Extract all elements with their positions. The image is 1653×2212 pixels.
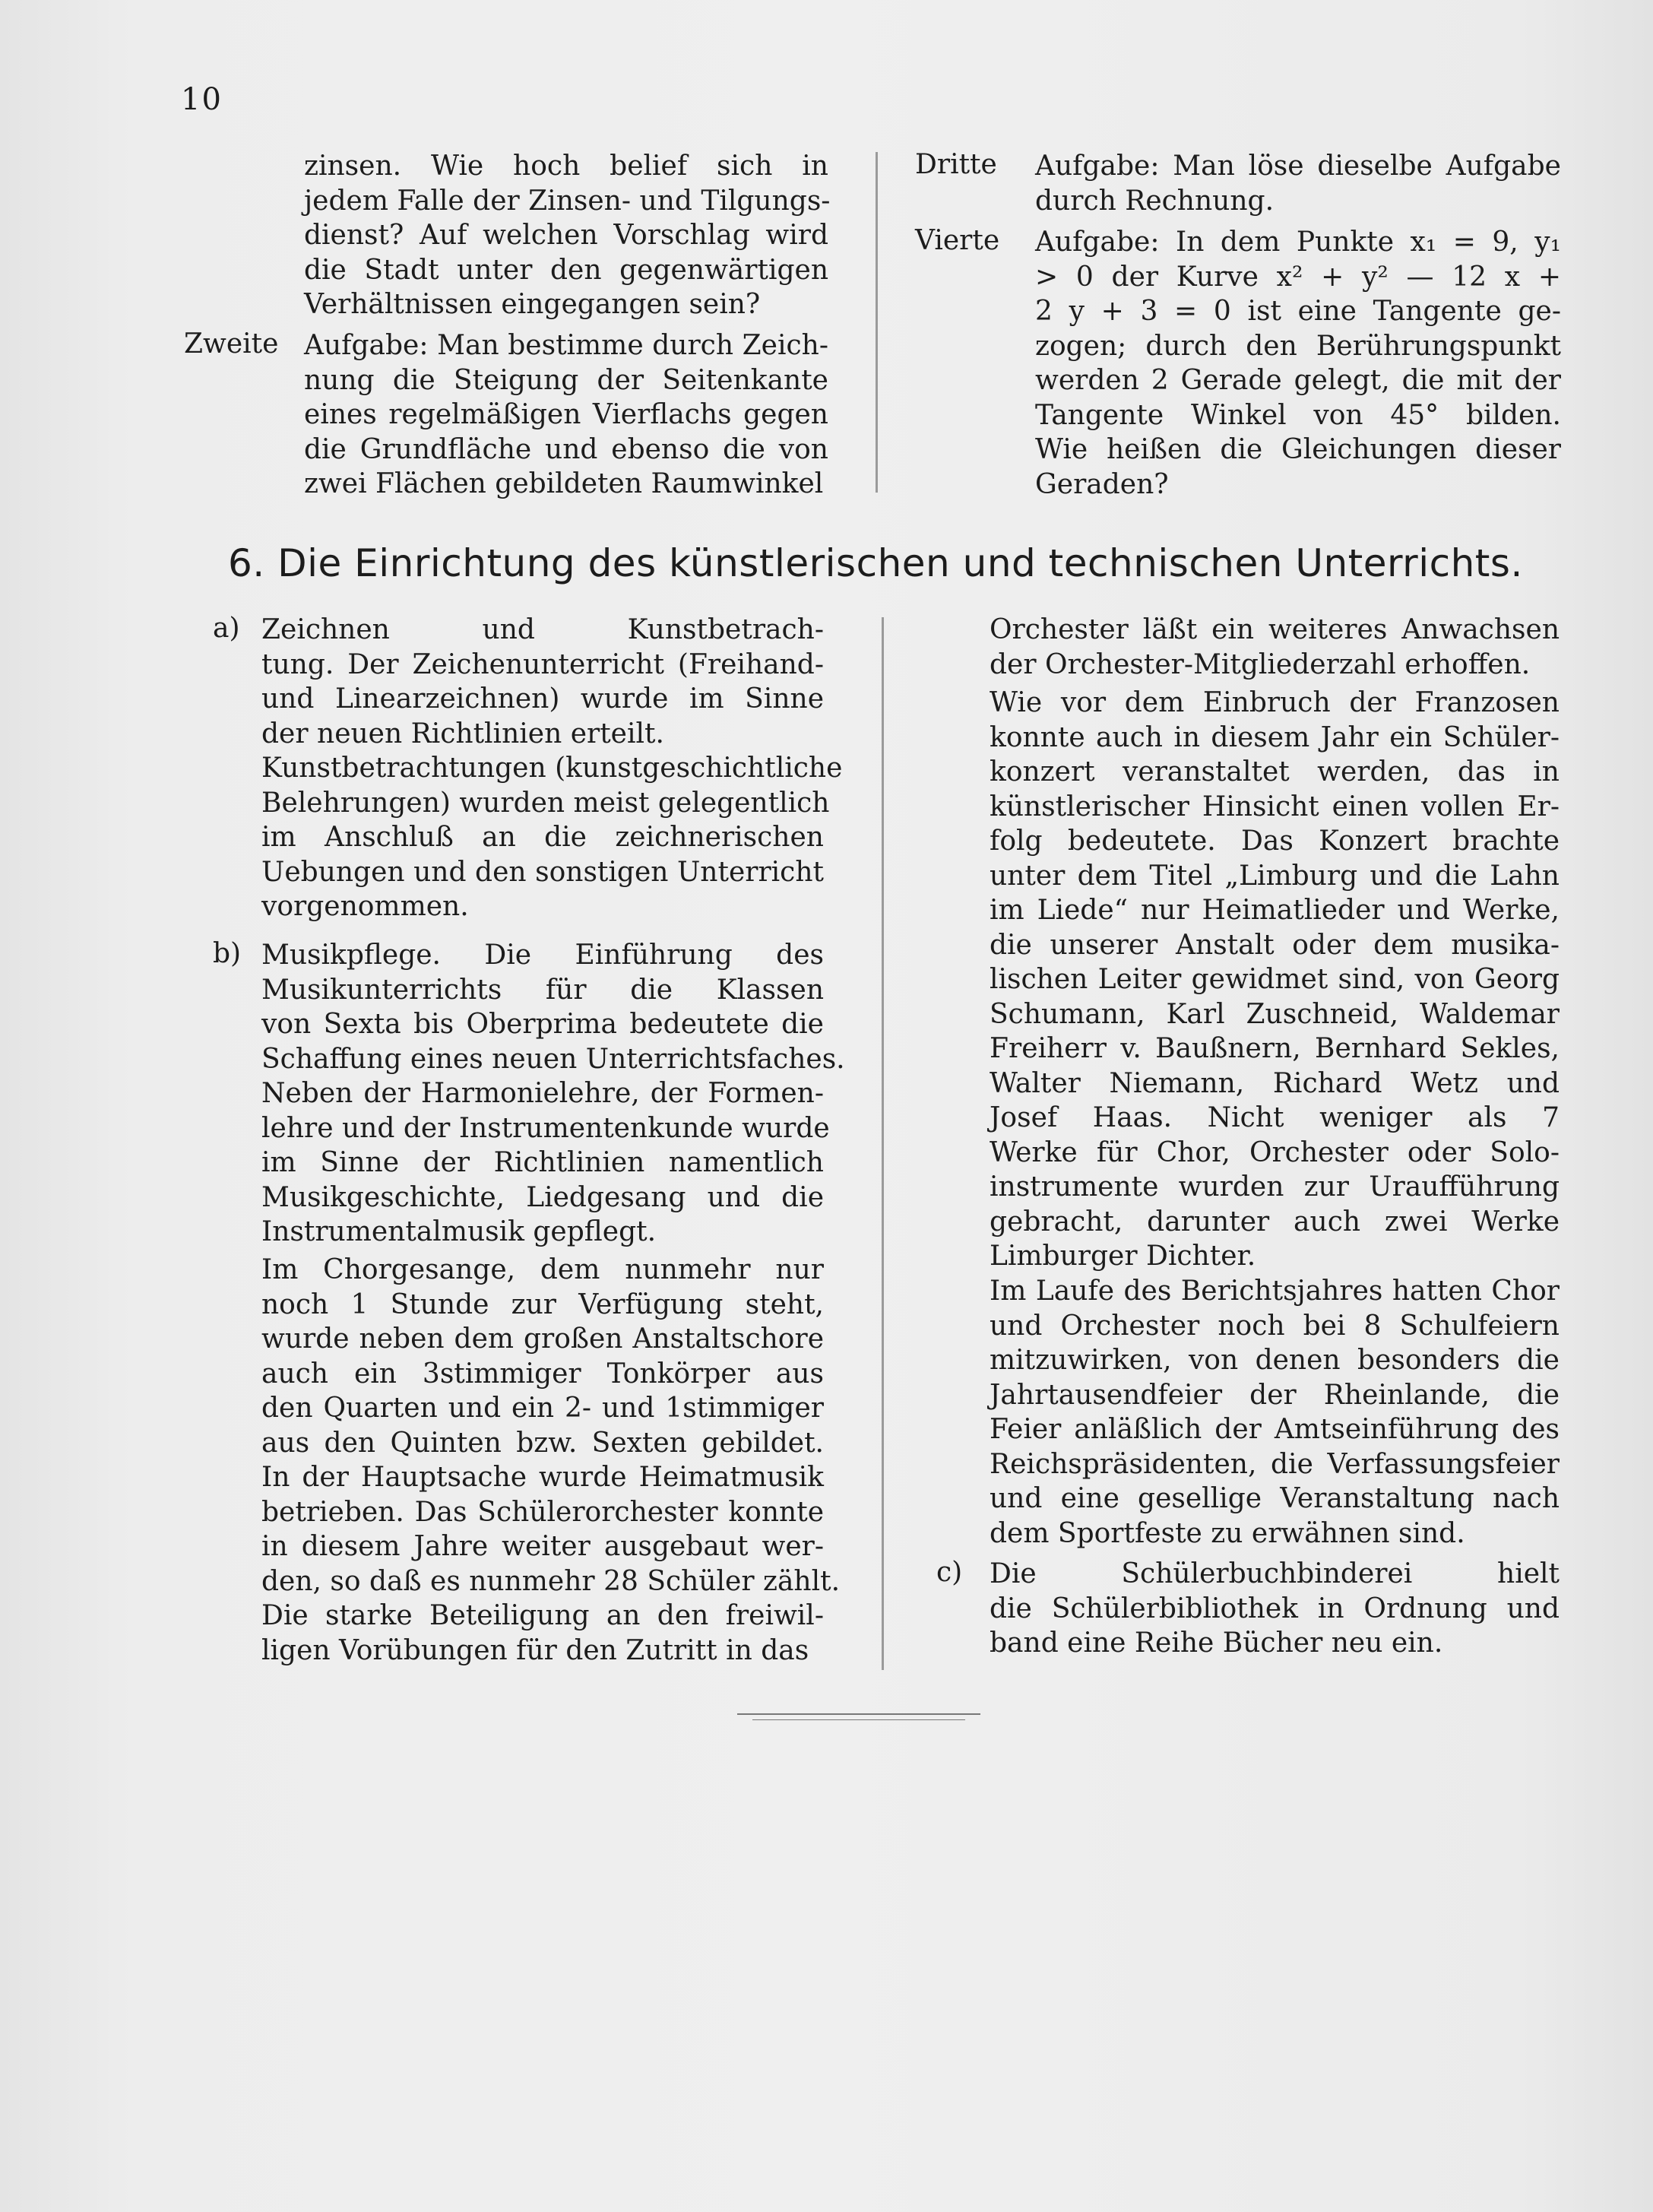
- text-line: instrumente wurden zur Uraufführung: [990, 1171, 1560, 1203]
- item-c-text: [990, 1557, 1560, 1661]
- text-line: den Quarten und ein 2- und 1stimmiger: [261, 1393, 824, 1424]
- top-left-column: [304, 149, 831, 322]
- text-line: vorgenommen.: [261, 891, 469, 922]
- text-line: konzert veranstaltet werden, das in: [990, 756, 1560, 788]
- text-line: Musikgeschichte, Liedgesang und die: [261, 1181, 824, 1213]
- text-line: 2 y + 3 = 0 ist eine Tangente ge-: [1035, 296, 1561, 327]
- right-paragraph-3: [990, 1274, 1560, 1551]
- text-line: der Orchester-Mitgliederzahl erhoffen.: [990, 648, 1531, 680]
- text-line: Neben der Harmonielehre, der Formen-: [261, 1078, 824, 1109]
- text-line: Josef Haas. Nicht weniger als 7: [990, 1102, 1560, 1133]
- text-line: durch Rechnung.: [1035, 185, 1275, 217]
- text-line: > 0 der Kurve x² + y² — 12 x +: [1035, 261, 1561, 293]
- text-line: Freiherr v. Baußnern, Bernhard Sekles,: [990, 1033, 1560, 1064]
- item-b-text: [261, 938, 845, 1250]
- text-line: Aufgabe: Man löse dieselbe Aufgabe: [1035, 151, 1561, 182]
- text-line: im Liede“ nur Heimatlieder und Werke,: [990, 895, 1560, 926]
- text-line: Schumann, Karl Zuschneid, Waldemar: [990, 998, 1560, 1030]
- text-line: werden 2 Gerade gelegt, die mit der: [1035, 365, 1561, 396]
- text-line: künstlerischer Hinsicht einen vollen Er-: [990, 791, 1560, 822]
- text-line: der neuen Richtlinien erteilt.: [261, 718, 664, 749]
- text-line: die unserer Anstalt oder dem musika-: [990, 929, 1560, 961]
- text-line: Kunstbetrachtungen (kunstgeschichtliche: [261, 753, 843, 784]
- top-left-zweite-text: [304, 328, 828, 502]
- text-line: Musikpflege. Die Einführung des: [261, 940, 824, 971]
- text-line: band eine Reihe Bücher neu ein.: [990, 1627, 1443, 1659]
- text-line: Tangente Winkel von 45° bilden.: [1035, 399, 1561, 431]
- text-line: zogen; durch den Berührungspunkt: [1035, 330, 1561, 362]
- text-line: die Grundfläche und ebenso die von: [304, 433, 828, 465]
- text-line: die Schülerbibliothek in Ordnung und: [990, 1592, 1560, 1624]
- item-b-text-2: [261, 1253, 841, 1668]
- section-heading: 6. Die Einrichtung des künstlerischen und technischen Unterrichts.: [228, 541, 1523, 585]
- text-line: Instrumentalmusik gepflegt.: [261, 1216, 657, 1247]
- main-column-divider: [882, 617, 884, 1670]
- text-line: unter dem Titel „Limburg und die Lahn: [990, 860, 1560, 892]
- text-line: Walter Niemann, Richard Wetz und: [990, 1067, 1560, 1099]
- text-line: lischen Leiter gewidmet sind, von Georg: [990, 964, 1560, 995]
- zweite-label: Zweite: [184, 328, 279, 360]
- text-line: Schaffung eines neuen Unterrichtsfaches.: [261, 1043, 845, 1075]
- text-line: aus den Quinten bzw. Sexten gebildet.: [261, 1427, 824, 1459]
- text-line: und Linearzeichnen) wurde im Sinne: [261, 683, 824, 715]
- end-rule-2: [752, 1719, 965, 1720]
- text-line: Wie heißen die Gleichungen dieser: [1035, 434, 1561, 465]
- text-line: folg bedeutete. Das Konzert brachte: [990, 826, 1560, 857]
- vierte-label: Vierte: [915, 225, 1000, 256]
- text-line: lehre und der Instrumentenkunde wurde: [261, 1112, 830, 1144]
- text-line: dienst? Auf welchen Vorschlag wird: [304, 220, 828, 251]
- text-line: Belehrungen) wurden meist gelegentlich: [261, 787, 830, 819]
- item-c-label: c): [936, 1557, 963, 1588]
- text-line: Geraden?: [1035, 468, 1169, 500]
- top-right-vierte-text: [1035, 225, 1561, 502]
- text-line: Feier anläßlich der Amtseinführung des: [990, 1414, 1560, 1445]
- text-line: den, so daß es nunmehr 28 Schüler zählt.: [261, 1565, 841, 1597]
- text-line: Aufgabe: Man bestimme durch Zeich-: [304, 330, 828, 361]
- text-line: In der Hauptsache wurde Heimatmusik: [261, 1462, 824, 1493]
- item-a-text: [261, 613, 824, 751]
- text-line: noch 1 Stunde zur Verfügung steht,: [261, 1288, 824, 1320]
- text-line: jedem Falle der Zinsen- und Tilgungs-: [304, 185, 831, 217]
- text-line: Orchester läßt ein weiteres Anwachsen: [990, 614, 1560, 645]
- text-line: im Anschluß an die zeichnerischen: [261, 822, 824, 853]
- text-line: Zeichnen und Kunstbetrach-: [261, 614, 824, 645]
- text-line: konnte auch in diesem Jahr ein Schüler-: [990, 721, 1560, 753]
- page-number: 10: [181, 82, 223, 117]
- text-line: und eine gesellige Veranstaltung nach: [990, 1483, 1560, 1514]
- text-line: Die Schülerbuchbinderei hielt: [990, 1558, 1560, 1589]
- text-line: von Sexta bis Oberprima bedeutete die: [261, 1009, 824, 1040]
- text-line: mitzuwirken, von denen besonders die: [990, 1345, 1560, 1376]
- text-line: Im Laufe des Berichtsjahres hatten Chor: [990, 1276, 1560, 1307]
- top-right-dritte-text: [1035, 149, 1561, 218]
- text-line: zinsen. Wie hoch belief sich in: [304, 151, 828, 182]
- text-line: Reichspräsidenten, die Verfassungsfeier: [990, 1448, 1560, 1480]
- text-line: Verhältnissen eingegangen sein?: [304, 289, 761, 320]
- text-line: Werke für Chor, Orchester oder Solo-: [990, 1136, 1560, 1168]
- top-column-divider: [876, 152, 878, 493]
- text-line: in diesem Jahre weiter ausgebaut wer-: [261, 1531, 824, 1562]
- dritte-label: Dritte: [915, 149, 997, 180]
- item-a-text-2: [261, 751, 843, 924]
- item-a-label: a): [213, 613, 240, 644]
- text-line: gebracht, darunter auch zwei Werke: [990, 1206, 1560, 1238]
- text-line: tung. Der Zeichenunterricht (Freihand-: [261, 648, 824, 680]
- text-line: Uebungen und den sonstigen Unterricht: [261, 856, 824, 888]
- text-line: Musikunterrichts für die Klassen: [261, 974, 824, 1006]
- item-b-label: b): [213, 938, 242, 969]
- text-line: im Sinne der Richtlinien namentlich: [261, 1147, 824, 1178]
- text-line: auch ein 3stimmiger Tonkörper aus: [261, 1358, 824, 1390]
- text-line: dem Sportfeste zu erwähnen sind.: [990, 1517, 1465, 1549]
- text-line: Aufgabe: In dem Punkte x₁ = 9, y₁: [1035, 227, 1561, 258]
- text-line: nung die Steigung der Seitenkante: [304, 364, 828, 396]
- text-line: ligen Vorübungen für den Zutritt in das: [261, 1634, 809, 1666]
- text-line: und Orchester noch bei 8 Schulfeiern: [990, 1310, 1560, 1342]
- text-line: betrieben. Das Schülerorchester konnte: [261, 1496, 824, 1528]
- text-line: Wie vor dem Einbruch der Franzosen: [990, 687, 1560, 718]
- right-paragraph-2: [990, 686, 1560, 1274]
- right-paragraph-1: [990, 613, 1560, 682]
- end-rule: [737, 1713, 980, 1715]
- text-line: Jahrtausendfeier der Rheinlande, die: [990, 1379, 1560, 1411]
- text-line: Limburger Dichter.: [990, 1241, 1256, 1272]
- text-line: Im Chorgesange, dem nunmehr nur: [261, 1254, 824, 1285]
- text-line: Die starke Beteiligung an den freiwil-: [261, 1600, 824, 1631]
- text-line: wurde neben dem großen Anstaltschore: [261, 1323, 824, 1355]
- text-line: zwei Flächen gebildeten Raumwinkel: [304, 468, 824, 499]
- text-line: die Stadt unter den gegenwärtigen: [304, 254, 828, 286]
- text-line: eines regelmäßigen Vierflachs gegen: [304, 399, 828, 430]
